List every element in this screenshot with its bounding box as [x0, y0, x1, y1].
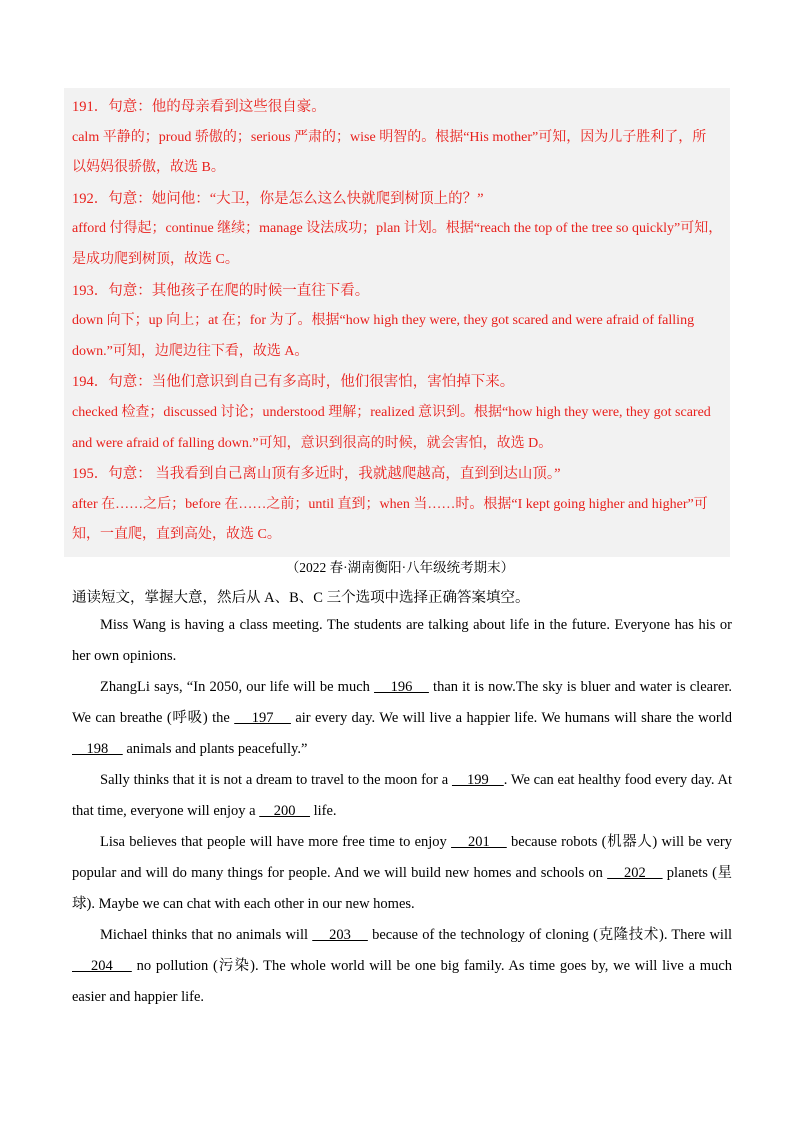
- blank-200[interactable]: 200: [259, 803, 310, 819]
- answer-explanation-line: 是成功爬到树顶，故选 C。: [72, 251, 239, 267]
- text-segment: planets (星球). Maybe we can chat with each other in our new homes.: [72, 865, 733, 912]
- answer-explanation-line: and were afraid of falling down.”可知，意识到很高的时候，就会害怕，故选 D。: [72, 435, 553, 451]
- answer-question-line: 195．句意： 当我看到自己离山顶有多近时，我就越爬越高，直到到达山顶。”: [72, 466, 561, 483]
- exam-source: （2022 春·湖南衡阳·八年级统考期末）: [285, 560, 515, 575]
- text-segment: because robots (机器人) will be very popular and will do many things for people. And we will build new homes and schools on: [72, 834, 732, 881]
- paragraph-2: [72, 672, 732, 765]
- paragraph-4: [72, 827, 732, 920]
- answer-question-line: 194．句意：当他们意识到自己有多高时，他们很害怕，害怕掉下来。: [72, 374, 515, 391]
- answer-explanation-line: calm 平静的；proud 骄傲的；serious 严肃的；wise 明智的。根据“His mother”可知，因为儿子胜利了，所: [72, 129, 707, 145]
- blank-197[interactable]: 197: [234, 710, 291, 726]
- answer-explanation-line: down 向下；up 向上；at 在；for 为了。根据“how high they were, they got scared and were afraid of falling: [72, 313, 695, 329]
- paragraph-3: [72, 765, 732, 827]
- text-segment: Lisa believes that people will have more free time to enjoy: [100, 834, 452, 850]
- text-segment: Michael thinks that no animals will: [100, 927, 313, 943]
- blank-198[interactable]: 198: [72, 741, 123, 757]
- text-segment: Sally thinks that it is not a dream to travel to the moon for a: [100, 772, 452, 788]
- blank-202[interactable]: 202: [607, 865, 663, 881]
- answer-explanation-line: 知，一直爬，直到高处，故选 C。: [72, 527, 281, 543]
- text-segment: air every day. We will live a happier life. We humans will share the world: [290, 710, 732, 726]
- text-segment: no pollution (污染). The whole world will be one big family. As time goes by, we will live a much easier and happier life.: [72, 958, 732, 1005]
- blank-196[interactable]: 196: [374, 679, 429, 695]
- blank-201[interactable]: 201: [451, 834, 507, 850]
- answer-explanation-line: after 在……之后；before 在……之前；until 直到；when 当……时。根据“I kept going higher and higher”可: [72, 496, 708, 512]
- answer-question-line: 191．句意：他的母亲看到这些很自豪。: [72, 99, 326, 115]
- answer-explanation-line: afford 付得起；continue 继续；manage 设法成功；plan 计划。根据“reach the top of the tree so quickly”可知，: [72, 221, 723, 237]
- paragraph-1: Miss Wang is having a class meeting. The students are talking about life in the future. Everyone has his or her own opinions.: [72, 617, 732, 664]
- instruction-text: 通读短文，掌握大意，然后从 A、B、C 三个选项中选择正确答案填空。: [72, 590, 530, 606]
- text-segment: because of the technology of cloning (克隆技术). There will: [367, 927, 733, 943]
- paragraph-5: [72, 920, 732, 1013]
- answer-explanation-line: down.”可知，边爬边往下看，故选 A。: [72, 343, 309, 359]
- cloze-passage: [72, 610, 732, 1013]
- text-segment: ZhangLi says, “In 2050, our life will be much: [100, 679, 375, 695]
- answer-question-line: 192．句意：她问他：“大卫，你是怎么这么快就爬到树顶上的？”: [72, 190, 484, 207]
- answer-explanation-line: checked 检查；discussed 讨论；understood 理解；realized 意识到。根据“how high they were, they got scared: [72, 404, 711, 420]
- answer-explanations: [64, 88, 730, 557]
- blank-199[interactable]: 199: [451, 772, 504, 788]
- answer-question-line: 193．句意：其他孩子在爬的时候一直往下看。: [72, 282, 370, 299]
- text-segment: . We can eat healthy food every day. At that time, everyone will enjoy a: [72, 772, 732, 819]
- blank-204[interactable]: 204: [72, 958, 132, 974]
- text-segment: life.: [309, 803, 337, 819]
- blank-203[interactable]: 203: [312, 927, 368, 943]
- text-segment: than it is now.The sky is bluer and water is clearer. We can breathe (呼吸) the: [72, 679, 733, 726]
- text-segment: animals and plants peacefully.”: [122, 741, 308, 757]
- answer-explanation-line: 以妈妈很骄傲，故选 B。: [72, 160, 225, 176]
